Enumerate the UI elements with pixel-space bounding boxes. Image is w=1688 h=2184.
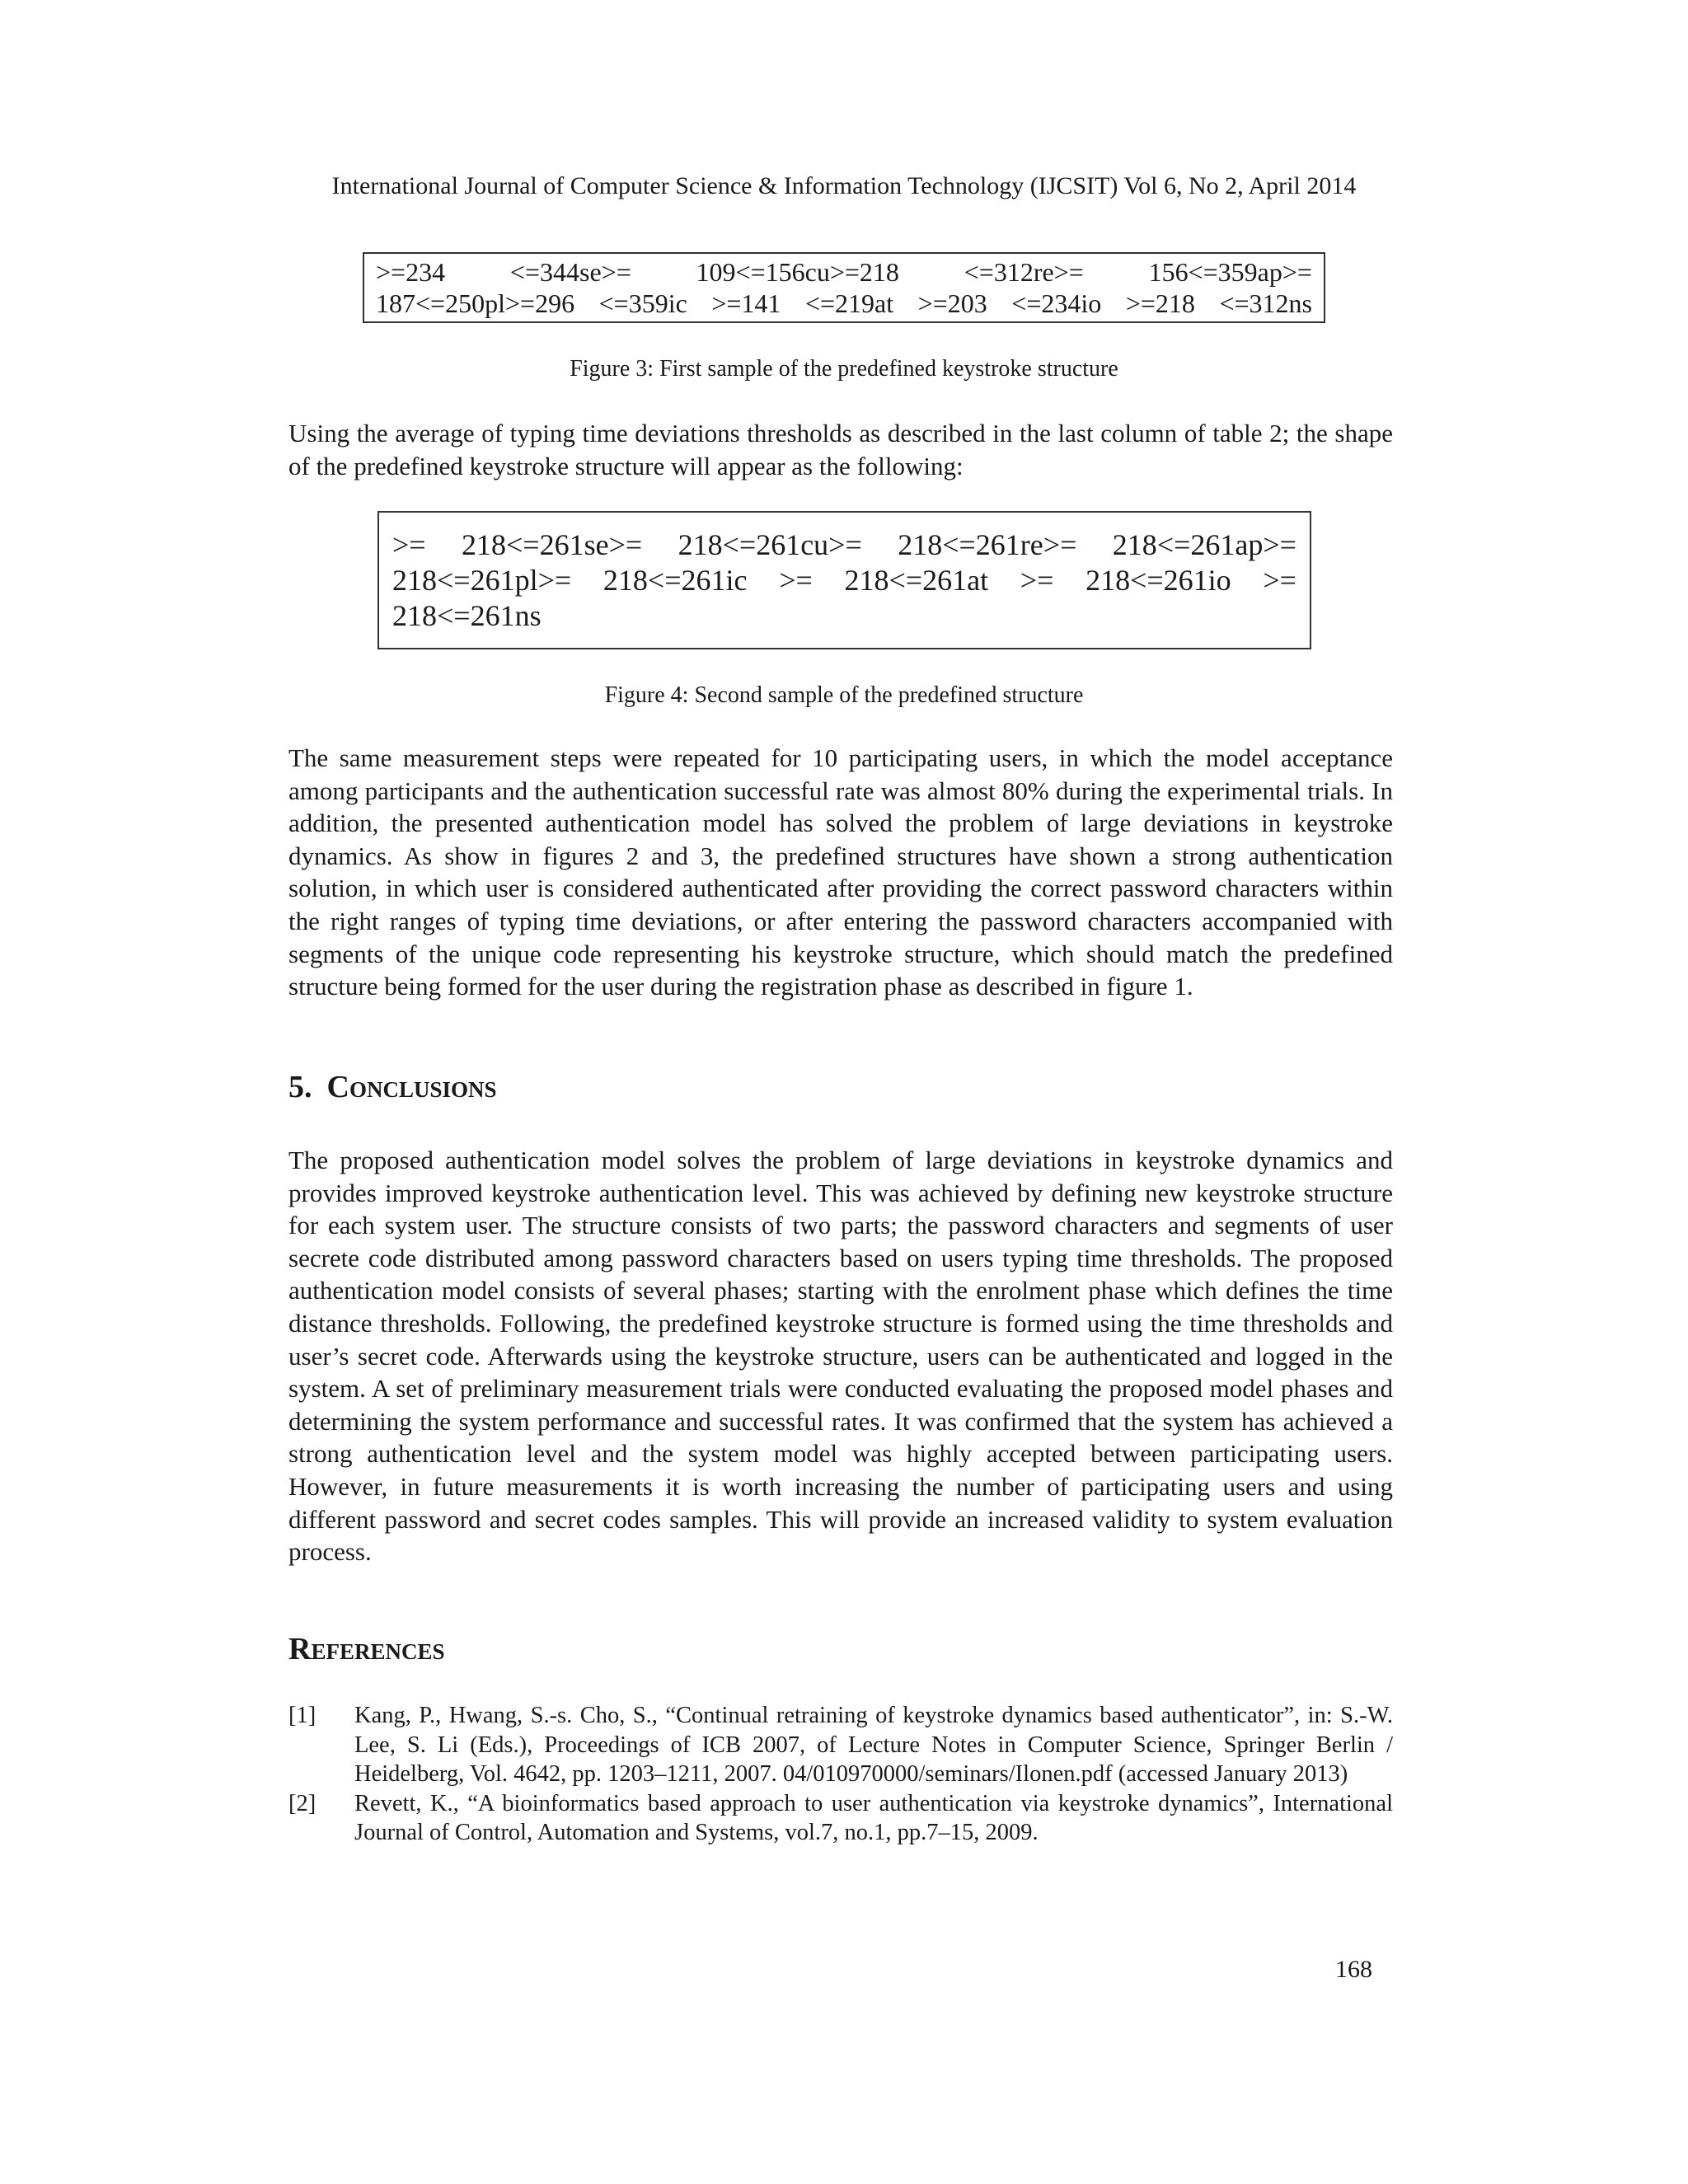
figure-3-token: <=359ic (598, 288, 687, 318)
reference-number: [2] (288, 1790, 316, 1816)
conclusions-heading (288, 1068, 497, 1106)
figure-4-caption: Figure 4: Second sample of the predefined structure (604, 682, 1084, 708)
figure-3-box (363, 252, 1325, 323)
references-heading: References (288, 1632, 445, 1666)
figure-3-token: 156<=359ap>= (1148, 257, 1312, 287)
figure-4-token: 218<=261cu>= (678, 528, 862, 561)
intro-paragraph: Using the average of typing time deviations thresholds as described in the last column of table 2; the shape of the predefined keystroke structure will appear as the following: (288, 419, 1393, 480)
figure-4-token: 218<=261se>= (462, 528, 643, 561)
figure-4-token: 218<=261re>= (898, 528, 1077, 561)
reference-item (288, 1701, 1393, 1789)
figure-3-token: >=234 (376, 257, 446, 287)
section-number: 5. (288, 1070, 312, 1104)
reference-text: Revett, K., “A bioinformatics based approach to user authentication via keystroke dynamics”, International Journal of Control, Automation and Systems, vol.7, no.1, pp.7–15, 2009. (354, 1790, 1393, 1845)
figure-4-token: >= (779, 564, 813, 597)
reference-item (288, 1789, 1393, 1848)
reference-text: Kang, P., Hwang, S.-s. Cho, S., “Continual retraining of keystroke dynamics based authenticator”, in: S.-W. Lee, S. Li (Eds.), Proceedings of ICB 2007, of Lecture Notes in Computer Science, Springer Berlin / Heidelberg, Vol. 4642, pp. 1203–1211, 2007. 04/010970000/seminars/Ilonen.pdf (accessed January 2013) (354, 1703, 1393, 1787)
reference-number: [1] (288, 1703, 316, 1728)
figure-4-box (377, 511, 1311, 649)
reference-list (288, 1701, 1393, 1848)
figure-4-token: 218<=261ic (603, 564, 748, 597)
figure-3-line-1 (376, 256, 1312, 288)
conclusions-paragraph: The proposed authentication model solves the problem of large deviations in keystroke dynamics and provides improved keystroke authentication level. This was achieved by defining new keystroke structure for each system user. The structure consists of two parts; the password characters and segments of user secrete code distributed among password characters based on users typing time thresholds. The proposed authentication model consists of several phases; starting with the enrolment phase which defines the time distance thresholds. Following, the predefined keystroke structure is formed using the time thresholds and user’s secret code. Afterwards using the keystroke structure, users can be authenticated and logged in the system. A set of preliminary measurement trials were conducted evaluating the proposed model phases and determining the system performance and successful rates. It was confirmed that the system has achieved a strong authentication level and the system model was highly accepted between participating users. However, in future measurements it is worth increasing the number of participating users and using different password and secret codes samples. This will provide an increased validity to system evaluation process. (288, 1146, 1393, 1567)
figure-4-token: >= (1263, 564, 1296, 597)
figure-4-token: 218<=261at (844, 564, 989, 597)
figure-4-token: 218<=261ap>= (1112, 528, 1296, 561)
page-number: 168 (1335, 1956, 1372, 1983)
figure-3-token: >=218 (1125, 288, 1195, 318)
figure-3-token: 187<=250pl>=296 (376, 288, 575, 318)
figure-4-token: 218<=261pl>= (392, 564, 572, 597)
figure-3-line-2 (376, 288, 1312, 319)
results-paragraph: The same measurement steps were repeated for 10 participating users, in which the model acceptance among participants and the authentication successful rate was almost 80% during the experimental trials. In addition, the presented authentication model has solved the problem of large deviations in keystroke dynamics. As show in figures 2 and 3, the predefined structures have shown a strong authentication solution, in which user is considered authenticated after providing the correct password characters within the right ranges of typing time deviations, or after entering the password characters accompanied with segments of the unique code representing his keystroke structure, which should match the predefined structure being formed for the user during the registration phase as described in figure 1. (288, 743, 1393, 1001)
figure-4-line-2 (392, 563, 1296, 598)
figure-4-token: >= (1020, 564, 1054, 597)
figure-3-caption: Figure 3: First sample of the predefined keystroke structure (570, 356, 1118, 382)
figure-4-token: 218<=261io (1085, 564, 1231, 597)
section-title: Conclusions (326, 1070, 497, 1104)
figure-3-token: <=219at (804, 288, 894, 318)
figure-3-token: 109<=156cu>=218 (696, 257, 899, 287)
running-header: International Journal of Computer Science & Information Technology (IJCSIT) Vol 6, No 2, April 2014 (331, 172, 1357, 199)
figure-3-token: <=234io (1011, 288, 1102, 318)
figure-3-token: >=203 (917, 288, 987, 318)
figure-3-token: >=141 (711, 288, 781, 318)
figure-4-token: 218<=261ns (392, 599, 542, 632)
figure-4-line-1 (392, 527, 1296, 563)
figure-3-token: <=312re>= (964, 257, 1084, 287)
figure-3-token: <=344se>= (509, 257, 631, 287)
figure-4-token: >= (392, 528, 426, 561)
figure-3-token: <=312ns (1219, 288, 1312, 318)
figure-4-line-3 (392, 598, 1296, 634)
